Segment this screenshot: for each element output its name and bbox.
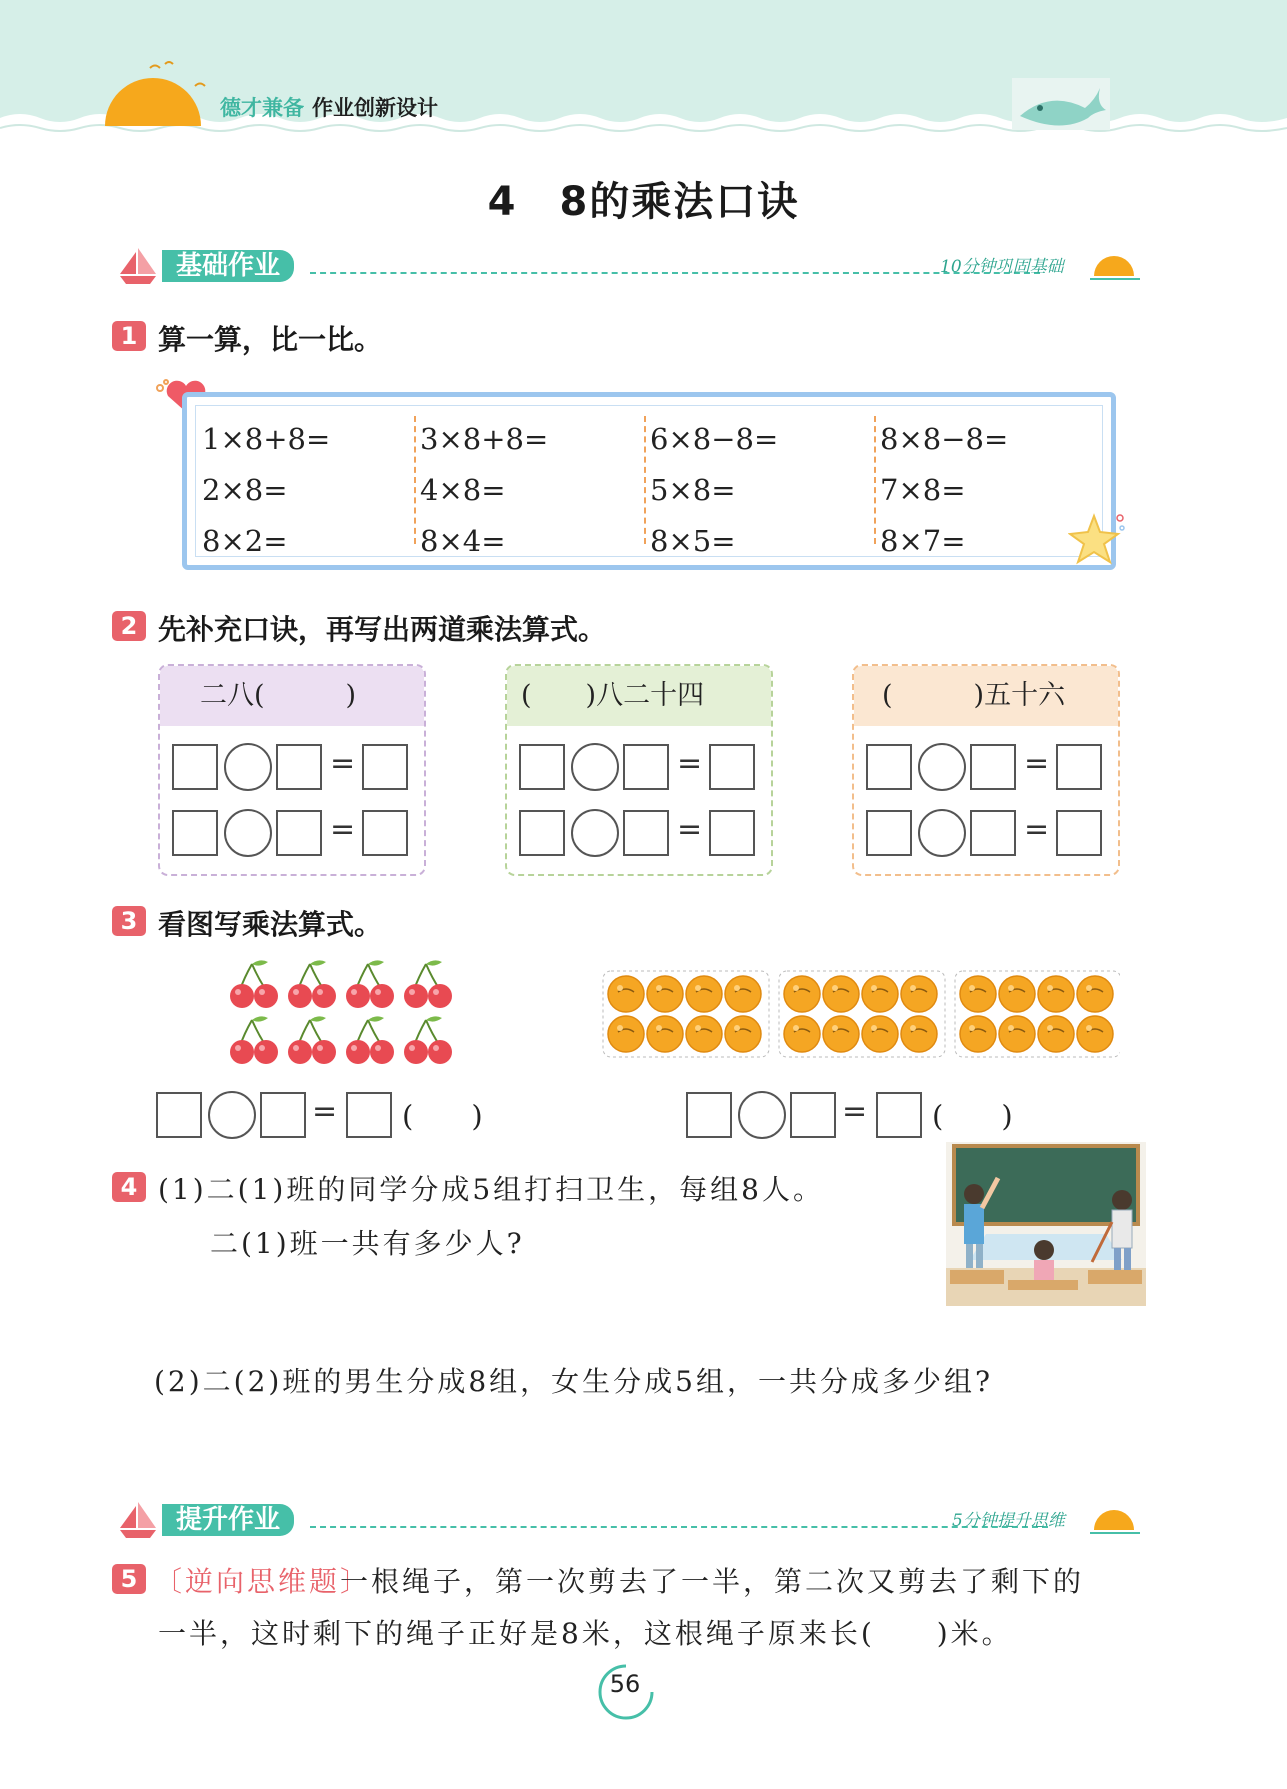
section-label: 提升作业 xyxy=(162,1504,294,1536)
orange-icon xyxy=(862,1016,898,1052)
calc-item: 4×8= xyxy=(420,473,506,507)
orange-icon xyxy=(608,976,644,1012)
orange-icon xyxy=(1038,976,1074,1012)
answer-box[interactable] xyxy=(362,744,408,790)
page-title: 4 8的乘法口诀 xyxy=(487,179,800,225)
rhyme-card-3 xyxy=(852,664,1120,876)
answer-box[interactable] xyxy=(519,810,565,856)
sun-icon xyxy=(1090,252,1140,284)
answer-box[interactable] xyxy=(276,744,322,790)
answer-box[interactable] xyxy=(790,1092,836,1138)
calc-item: 1×8+8= xyxy=(202,422,331,456)
q3-answer-left xyxy=(156,1092,516,1142)
answer-box[interactable] xyxy=(156,1092,202,1138)
orange-icon xyxy=(862,976,898,1012)
calc-item: 8×8−8= xyxy=(880,422,1009,456)
question-number-2: 2 xyxy=(112,611,146,641)
orange-icon xyxy=(608,1016,644,1052)
calc-item: 6×8−8= xyxy=(650,422,779,456)
calc-item: 7×8= xyxy=(880,473,966,507)
calc-item: 5×8= xyxy=(650,473,736,507)
orange-icon xyxy=(960,1016,996,1052)
question-number-5: 5 xyxy=(112,1564,146,1594)
rhyme-text: 二八( ) xyxy=(160,666,424,726)
operator-circle[interactable] xyxy=(918,743,966,791)
orange-icon xyxy=(686,976,722,1012)
answer-box[interactable] xyxy=(866,744,912,790)
cherry-pair-icon xyxy=(230,960,278,1008)
cherry-pair-icon xyxy=(404,960,452,1008)
question-number-3: 3 xyxy=(112,906,146,936)
answer-box[interactable] xyxy=(1056,810,1102,856)
rhyme-card-1 xyxy=(158,664,426,876)
orange-icon xyxy=(1077,976,1113,1012)
classroom-picture xyxy=(946,1142,1146,1306)
unit-blank[interactable]: ( ) xyxy=(402,1099,483,1133)
orange-group xyxy=(955,971,1120,1057)
orange-icon xyxy=(647,976,683,1012)
equals-sign: = xyxy=(330,746,356,781)
operator-circle[interactable] xyxy=(571,743,619,791)
question-5-line2: 一半，这时剩下的绳子正好是8米，这根绳子原来长( )米。 xyxy=(158,1617,1013,1650)
section-note: 5分钟提升思维 xyxy=(952,1511,1065,1531)
question-number-4: 4 xyxy=(112,1172,146,1202)
calc-item: 8×4= xyxy=(420,524,506,558)
header-decoration xyxy=(0,0,1287,150)
answer-box[interactable] xyxy=(623,744,669,790)
section-note: 10分钟巩固基础 xyxy=(940,257,1064,277)
rhyme-card-2 xyxy=(505,664,773,876)
answer-box[interactable] xyxy=(362,810,408,856)
orange-icon xyxy=(901,976,937,1012)
sun-icon xyxy=(1090,1506,1140,1538)
orange-icon xyxy=(725,1016,761,1052)
calc-item: 8×2= xyxy=(202,524,288,558)
calc-item: 8×5= xyxy=(650,524,736,558)
answer-box[interactable] xyxy=(866,810,912,856)
sailboat-icon xyxy=(112,246,160,286)
calc-column-1 xyxy=(202,414,412,567)
orange-icon xyxy=(901,1016,937,1052)
sailboat-icon xyxy=(112,1500,160,1540)
brand-name: 德才兼备 xyxy=(220,96,304,120)
orange-icon xyxy=(999,976,1035,1012)
answer-box[interactable] xyxy=(1056,744,1102,790)
calc-item: 3×8+8= xyxy=(420,422,549,456)
orange-icon xyxy=(784,976,820,1012)
question-4-part1: (1)二(1)班的同学分成5组打扫卫生，每组8人。 xyxy=(158,1173,824,1206)
answer-box[interactable] xyxy=(172,744,218,790)
q3-answer-right xyxy=(686,1092,1046,1142)
question-number-1: 1 xyxy=(112,321,146,351)
equals-sign: = xyxy=(312,1094,338,1129)
question-4-part1-ask: 二(1)班一共有多少人? xyxy=(210,1227,525,1260)
operator-circle[interactable] xyxy=(224,809,272,857)
orange-icon xyxy=(960,976,996,1012)
question-1-prompt: 算一算，比一比。 xyxy=(158,323,383,356)
brand-subtitle: 作业创新设计 xyxy=(312,96,438,120)
answer-box[interactable] xyxy=(276,810,322,856)
answer-box[interactable] xyxy=(970,744,1016,790)
answer-box[interactable] xyxy=(623,810,669,856)
orange-icon xyxy=(1038,1016,1074,1052)
rhyme-text: ( )五十六 xyxy=(854,666,1118,726)
orange-icon xyxy=(1077,1016,1113,1052)
equals-sign: = xyxy=(677,746,703,781)
question-4-part2: (2)二(2)班的男生分成8组，女生分成5组，一共分成多少组? xyxy=(154,1365,993,1398)
orange-icon xyxy=(647,1016,683,1052)
equals-sign: = xyxy=(1024,812,1050,847)
cherries-picture xyxy=(222,954,462,1072)
operator-circle[interactable] xyxy=(918,809,966,857)
answer-box[interactable] xyxy=(346,1092,392,1138)
section-label: 基础作业 xyxy=(162,250,294,282)
page-number: 56 xyxy=(609,1670,641,1698)
oranges-picture xyxy=(602,970,1120,1058)
operator-circle[interactable] xyxy=(224,743,272,791)
answer-box[interactable] xyxy=(709,744,755,790)
question-5-line1: 一根绳子，第一次剪去了一半，第二次又剪去了剩下的 xyxy=(340,1565,1085,1598)
orange-icon xyxy=(784,1016,820,1052)
equals-sign: = xyxy=(330,812,356,847)
operator-circle[interactable] xyxy=(571,809,619,857)
orange-group xyxy=(779,971,945,1057)
orange-icon xyxy=(725,976,761,1012)
sun-icon xyxy=(105,78,201,126)
orange-icon xyxy=(823,976,859,1012)
cherry-pair-icon xyxy=(288,960,336,1008)
page-header xyxy=(0,0,1287,150)
whale-icon xyxy=(1012,78,1110,130)
question-5-tag: 〔逆向思维题〕 xyxy=(154,1565,372,1598)
cherry-pair-icon xyxy=(288,1016,336,1064)
calc-column-3 xyxy=(650,414,860,567)
calc-box xyxy=(182,392,1116,570)
orange-icon xyxy=(686,1016,722,1052)
answer-box[interactable] xyxy=(876,1092,922,1138)
rhyme-text: ( )八二十四 xyxy=(507,666,771,726)
section-banner-advanced xyxy=(112,1500,1152,1540)
cherry-pair-icon xyxy=(346,960,394,1008)
calc-item: 8×7= xyxy=(880,524,966,558)
answer-box[interactable] xyxy=(172,810,218,856)
cherry-pair-icon xyxy=(230,1016,278,1064)
calc-column-2 xyxy=(420,414,630,567)
cherry-pair-icon xyxy=(404,1016,452,1064)
answer-box[interactable] xyxy=(260,1092,306,1138)
calc-item: 2×8= xyxy=(202,473,288,507)
operator-circle[interactable] xyxy=(738,1091,786,1139)
section-banner-basic xyxy=(112,246,1152,286)
equals-sign: = xyxy=(677,812,703,847)
operator-circle[interactable] xyxy=(208,1091,256,1139)
star-icon xyxy=(1068,510,1128,572)
cherry-pair-icon xyxy=(346,1016,394,1064)
answer-box[interactable] xyxy=(686,1092,732,1138)
equals-sign: = xyxy=(1024,746,1050,781)
question-2-prompt: 先补充口诀，再写出两道乘法算式。 xyxy=(158,613,607,646)
equals-sign: = xyxy=(842,1094,868,1129)
unit-blank[interactable]: ( ) xyxy=(932,1099,1013,1133)
orange-icon xyxy=(823,1016,859,1052)
answer-box[interactable] xyxy=(519,744,565,790)
question-3-prompt: 看图写乘法算式。 xyxy=(158,908,383,941)
answer-box[interactable] xyxy=(709,810,755,856)
answer-box[interactable] xyxy=(970,810,1016,856)
orange-group xyxy=(603,971,769,1057)
calc-column-4 xyxy=(880,414,1090,567)
orange-icon xyxy=(999,1016,1035,1052)
